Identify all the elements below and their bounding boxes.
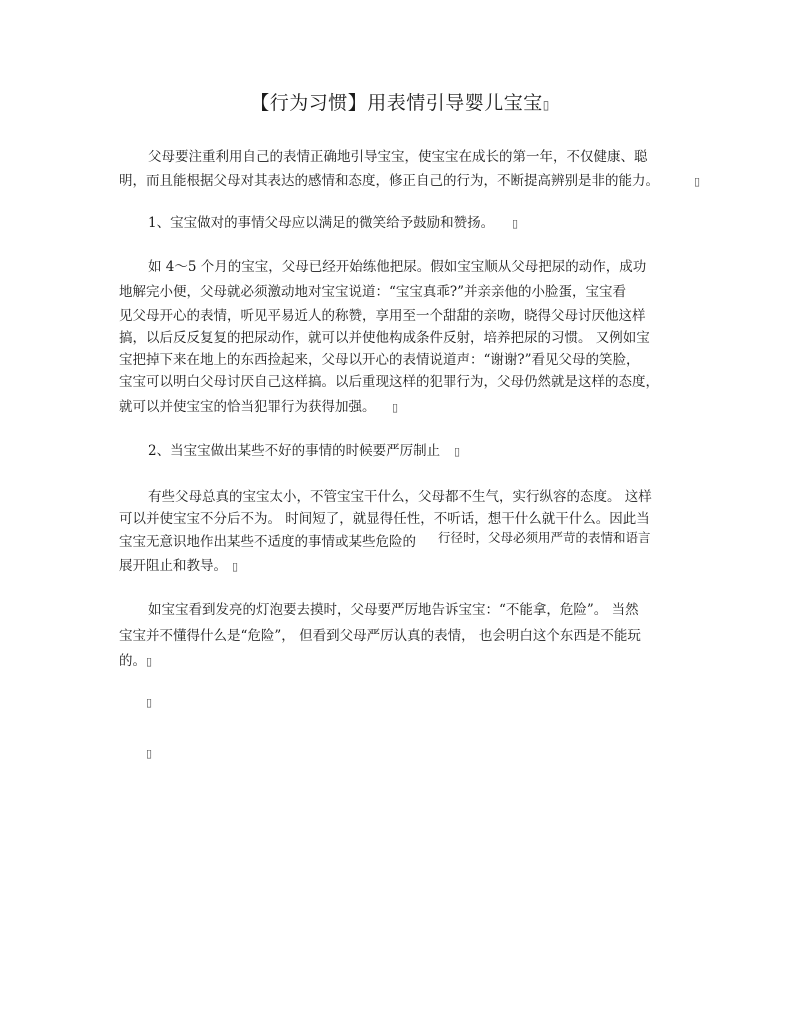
body-line: 搞，以后反反复复的把尿动作，就可以并使他构成条件反射，培养把尿的习惯。 又例如宝	[119, 330, 650, 346]
body-line: 父母要注重利用自己的表情正确地引导宝宝，使宝宝在成长的第一年，不仅健康、聪	[148, 149, 648, 165]
body-line: 见父母开心的表情，听见平易近人的称赞，享用至一个甜甜的亲吻，晓得父母讨厌他这样	[119, 308, 646, 324]
paragraph-mark: ▯	[454, 445, 461, 458]
body-line: 宝宝并不懂得什么是“危险”， 但看到父母严厉认真的表情， 也会明白这个东西是不能玩	[119, 628, 641, 644]
page-title	[0, 88, 800, 115]
paragraph-mark: ▯	[146, 655, 153, 668]
section-heading-1: 1、宝宝做对的事情父母应以满足的微笑给予鼓励和赞扬。	[148, 215, 495, 231]
body-line: 地解完小便，父母就必须激动地对宝宝说道：“宝宝真乖?”并亲亲他的小脸蛋，宝宝看	[119, 284, 627, 300]
paragraph-mark: ▯	[694, 175, 701, 188]
body-line: 可以并使宝宝不分后不为。 时间短了，就显得任性，不听话，想干什么就干什么。因此当	[119, 511, 650, 527]
body-line: 如宝宝看到发亮的灯泡要去摸时，父母要严厉地告诉宝宝：“不能拿，危险”。 当然	[148, 602, 639, 618]
body-line: 宝把掉下来在地上的东西捡起来，父母以开心的表情说道声：“谢谢?”看见父母的笑脸，	[119, 352, 640, 368]
body-line: 的。	[119, 653, 146, 669]
paragraph-mark: ▯	[512, 217, 519, 230]
body-line: 明，而且能根据父母对其表达的感情和态度，修正自己的行为，不断提高辨别是非的能力。	[119, 173, 659, 189]
body-line: 展开阻止和教导。	[119, 558, 227, 574]
body-line: 如 4～5 个月的宝宝，父母已经开始练他把尿。假如宝宝顺从父母把尿的动作，成功	[148, 259, 647, 275]
empty-paragraph-mark: ▯	[146, 747, 153, 760]
body-line: 宝宝无意识地作出某些不适度的事情或某些危险的	[119, 534, 416, 550]
body-line: 行径时，父母必须用严苛的表情和语言	[438, 530, 651, 545]
body-line: 宝宝可以明白父母讨厌自己这样搞。以后重现这样的犯罪行为，父母仍然就是这样的态度，	[119, 374, 659, 390]
section-heading-2: 2、当宝宝做出某些不好的事情的时候要严厉制止	[148, 443, 441, 459]
body-line: 就可以并使宝宝的恰当犯罪行为获得加强。	[119, 399, 376, 415]
title-paragraph-mark: ▯	[542, 98, 550, 112]
paragraph-mark: ▯	[392, 401, 399, 414]
title-text: 【行为习惯】用表情引导婴儿宝宝	[250, 92, 543, 114]
empty-paragraph-mark: ▯	[146, 696, 153, 709]
body-line: 有些父母总真的宝宝太小，不管宝宝干什么，父母都不生气，实行纵容的态度。 这样	[148, 489, 652, 505]
paragraph-mark: ▯	[232, 560, 239, 573]
